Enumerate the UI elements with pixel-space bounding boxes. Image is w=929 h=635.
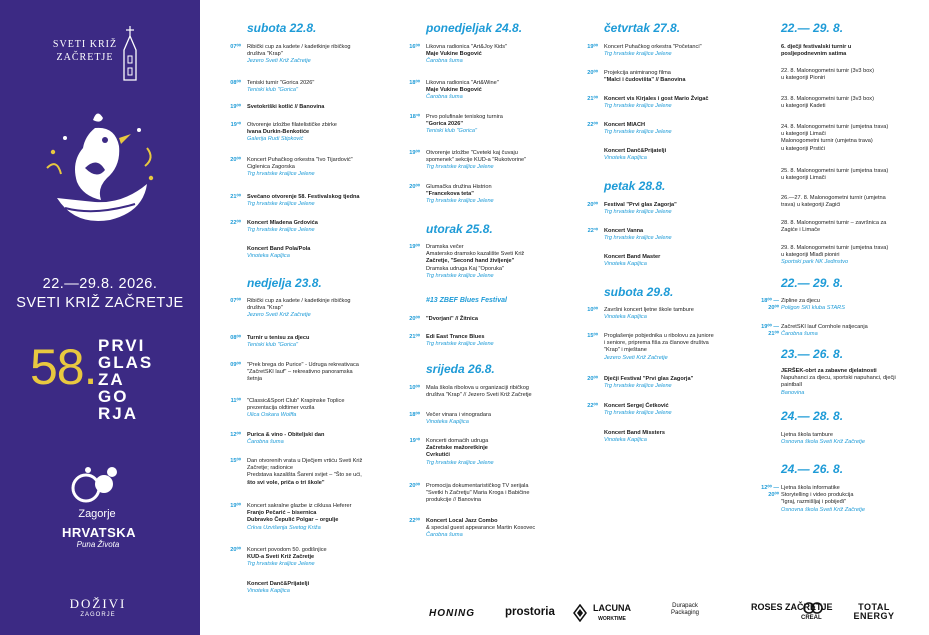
event-item (409, 44, 508, 66)
event-item (409, 334, 494, 348)
event-location: Trg hrvatske kraljice Jelene (247, 561, 315, 568)
event-line: 6. dječji festivalski turnir u (781, 44, 852, 50)
event-line: Dječji Festival "Prvi glas Zagorja" (604, 376, 694, 382)
event-item (247, 246, 310, 260)
event-line: društva "Krap" // Jezero Sveti Križ Začretje (426, 392, 532, 399)
event-line: Ciglenica Zagorska (247, 164, 295, 171)
event-line: Koncert Puhačkog orkestra "Ivo Tijardović" (247, 157, 353, 163)
period-heading: 23.— 26. 8. (781, 347, 844, 361)
event-time: 18⁰⁰ — 20⁰⁰ (761, 298, 779, 312)
event-location: Trg hrvatske kraljice Jelene (604, 129, 672, 136)
event-location: Trg hrvatske kraljice Jelene (247, 201, 315, 208)
event-time: 19⁰⁰ (409, 150, 420, 156)
sponsor-sub: WORKTIME (598, 616, 626, 622)
festival-name-line: ZA (98, 370, 125, 389)
event-location: Vinoteka Kapljica (604, 437, 647, 444)
event-item (781, 124, 888, 153)
event-line: Koncert Mladena Grdovića (247, 220, 318, 226)
event-location: Čarobna šuma (426, 58, 463, 65)
event-line: u kategoriji Prstići (781, 145, 825, 152)
event-location: Trg hrvatske kraljice Jelene (426, 198, 494, 205)
event-line: "Svetki h Začretju" Maria Kroga i Babičine (426, 490, 530, 497)
event-line: "Prek brega do Purice" - Udruga rekreativaca (247, 362, 359, 368)
event-time: 19⁰⁰ — 21⁰⁰ (761, 324, 779, 338)
event-line: Projekcija animiranog filma (604, 70, 671, 76)
event-line: Koncerti domaćih udruga (426, 438, 489, 444)
event-line: Koncert Danč&Prijatelji (604, 148, 667, 154)
event-line: produkcije // Banovina (426, 497, 482, 504)
event-location: Galerija Rudi Stipković (247, 136, 304, 143)
event-item (409, 150, 527, 172)
event-line: Glumačka družina Histrion (426, 184, 492, 190)
event-line: & special guest appearance Martin Kosovec (426, 525, 536, 532)
sponsor-logos (423, 600, 923, 630)
event-time: 07⁰⁰ (230, 44, 241, 50)
brand-line2: ZAČRETJE (56, 52, 114, 63)
event-time: 19⁰⁰ (230, 503, 241, 509)
event-line: društva "Krap" (247, 51, 283, 58)
event-item (781, 44, 851, 58)
church-icon (118, 26, 142, 82)
event-item (587, 202, 677, 216)
event-line: Koncert Puhačkog orkestra "Početanci" (604, 44, 702, 50)
event-item (409, 316, 478, 323)
event-line: Maje Vukine Bogović (426, 51, 482, 58)
lacuna-icon (573, 604, 587, 622)
hrvatska-sub: Puna Života (76, 540, 120, 549)
day-heading: srijeda 26.8. (426, 362, 495, 376)
event-line: Dubravko Čepulić Polgar – orgulje (247, 517, 339, 524)
event-time: 18³⁰ (409, 114, 420, 120)
event-item (781, 245, 888, 267)
event-line: Svetokriški kotlić // Banovina (247, 104, 325, 110)
event-location: Trg hrvatske kraljice Jelene (426, 459, 494, 466)
event-location: Vinoteka Kapljica (247, 253, 290, 260)
event-line: 23. 8. Malonogometni turnir (3v3 box) (781, 96, 874, 102)
festival-place: SVETI KRIŽ ZAČRETJE (16, 295, 184, 311)
event-item (230, 80, 315, 94)
event-line: Proglašenje pobjednika u ribolovu za juniore (604, 333, 714, 339)
event-line: "ZačretSKI lauf" – rekreativno panoramska (247, 369, 353, 376)
event-line: Otvorenje izložbe filatelističke zbirke (247, 122, 337, 128)
event-item (587, 44, 702, 58)
event-line: Likovna radionica "Art&Wine" (426, 80, 499, 86)
event-line: 28. 8. Malonogometni turnir – završnica za (781, 220, 887, 226)
event-line: u kategoriji Limači (781, 175, 826, 182)
event-item (781, 96, 874, 110)
event-item (587, 70, 686, 84)
event-location: Vinoteka Kapljica (604, 261, 647, 268)
event-item (604, 254, 660, 268)
festival-name (98, 337, 158, 422)
event-line: Zagiće i Limače (781, 227, 821, 234)
event-item (781, 195, 886, 209)
sponsor-logo-lacuna (593, 604, 631, 624)
event-time: 09⁰⁰ (230, 362, 241, 368)
period-heading: 24.— 26. 8. (781, 462, 844, 476)
zagorje-label: Zagorje (78, 508, 116, 520)
event-line: Napuhanci za djecu, sportski napuhanci, dječji (781, 375, 896, 382)
event-item (230, 104, 325, 111)
event-item (604, 430, 665, 444)
event-line: "Classic&Sport Club" Krapinske Toplice (247, 398, 345, 404)
event-time: 20⁰⁰ (587, 376, 598, 382)
event-line: Predstava kazališta Šareni svijet – "Što se ući, (247, 472, 362, 479)
event-location: Trg hrvatske kraljice Jelene (604, 410, 672, 417)
event-line: Cvrkutići (426, 452, 450, 459)
event-line: u kategoriji Kadeti (781, 103, 826, 110)
event-item (761, 324, 868, 338)
event-location: Jezero Sveti Križ Začretje (247, 312, 311, 319)
event-line: "Krap" i mještane (604, 347, 647, 354)
event-item (230, 44, 351, 66)
event-item (409, 438, 494, 467)
event-location: Trg hrvatske kraljice Jelene (604, 209, 672, 216)
sponsor-logo-total: TOTAL ENERGY (853, 602, 895, 621)
festival-dates: 22.—29.8. 2026. (42, 276, 158, 292)
event-line: 24. 8. Malonogometni turnir (umjetna trava) (781, 124, 889, 130)
event-item (230, 194, 360, 208)
bird-illustration-icon (35, 108, 165, 233)
event-line: Edi East Trance Blues (426, 334, 485, 340)
sponsor-logo-honing: HONING (429, 608, 475, 619)
event-line: Svečano otvorenje 58. Festivalskog tjedna (247, 194, 360, 200)
event-time: 20⁰⁰ (587, 202, 598, 208)
event-line: Koncert vis Kirjales i gost Mario Žvigač (604, 96, 709, 102)
sidebar (0, 0, 200, 635)
sponsor-logo-prostoria: prostoria (505, 606, 555, 618)
event-time: 22⁰⁰ (587, 403, 598, 409)
event-line: JERŠEK-obrt za zabavne djelatnosti (781, 368, 877, 374)
event-location: Čarobna šuma (781, 331, 818, 338)
event-location: Sportski park NK Jedinstvo (781, 259, 849, 266)
event-item (587, 333, 714, 362)
zagorje-logo-icon (68, 462, 126, 506)
sponsor-name: ROSES ZAČRETJE (751, 602, 833, 612)
event-time: 20⁰⁰ (409, 184, 420, 190)
event-line: u kategoriji Limači (781, 131, 826, 138)
event-line: šetnja (247, 376, 262, 383)
dozivi-sub: ZAGORJE (80, 612, 116, 618)
event-line: prezentacija oldtimer vozila (247, 405, 315, 412)
event-line: "Igraj, razmišljaj i pobijeđi" (781, 499, 846, 506)
event-time: 11⁰⁰ (230, 398, 241, 404)
event-item (409, 80, 499, 102)
event-line: Promocija dokumentarističkog TV serijala (426, 483, 529, 489)
event-location: Vinoteka Kapljica (247, 588, 290, 595)
event-time: 12⁰⁰ — 20⁰⁰ (761, 485, 779, 499)
event-location: Poligon SKI kluba STARS (781, 305, 845, 312)
event-location: Jezero Sveti Križ Začretje (247, 58, 311, 65)
event-time: 20⁰⁰ (409, 483, 420, 489)
event-item (587, 403, 672, 417)
event-item (230, 362, 359, 384)
event-line: KUD-a Sveti Križ Začretje (247, 554, 315, 561)
event-time: 10⁰⁰ (409, 385, 420, 391)
event-location: Čarobna šuma (426, 94, 463, 101)
event-time: 08⁰⁰ (230, 335, 241, 341)
dozivi-label: DOŽIVI (69, 596, 127, 611)
event-time: 21⁰⁰ (587, 96, 598, 102)
event-line: Završni koncert ljetne škole tambure (604, 307, 694, 313)
event-location: Trg hrvatske kraljice Jelene (426, 341, 494, 348)
event-line: u kategoriji Mlađi pioniri (781, 252, 840, 259)
event-time: 21⁰⁰ (230, 194, 241, 200)
event-line: što svi vole, priča o tri škole" (247, 479, 325, 486)
event-location: Trg hrvatske kraljice Jelene (604, 383, 672, 390)
event-time: 19⁰⁰ (587, 44, 598, 50)
period-heading: 22.— 29. 8. (781, 21, 844, 35)
event-time: 22⁰⁰ (409, 518, 420, 524)
event-location: Čarobna šuma (247, 439, 284, 446)
creal-icon (803, 602, 823, 614)
event-item (587, 122, 672, 136)
event-line: Teniski turnir "Gorica 2026" (247, 80, 315, 86)
event-item (409, 518, 536, 540)
event-location: Čarobna šuma (426, 532, 463, 539)
event-item (409, 412, 491, 426)
event-line: Ljetna škola informatike (781, 485, 840, 491)
event-line: Otvorenje izložbe "Cveteki kaj čuvaju (426, 150, 518, 156)
event-line: Koncert sakralne glazbe iz ciklusa Heferer (247, 503, 352, 509)
event-item (587, 228, 672, 242)
event-location: Trg hrvatske kraljice Jelene (604, 51, 672, 58)
hrvatska-label: HRVATSKA (62, 525, 137, 540)
event-line: 25. 8. Malonogometni turnir (umjetna trava) (781, 168, 889, 174)
event-line: Amatersko dramsko kazalište Sveti Križ (426, 251, 525, 258)
event-item (761, 298, 845, 312)
event-item (230, 220, 318, 234)
event-line: Zipline za djecu (781, 298, 820, 304)
event-item (230, 298, 351, 320)
event-line: Malonogometni turnir (umjetna trava) (781, 138, 873, 145)
event-line: Storytelling i video produkcija (781, 492, 854, 499)
festival-name-line: RJA (98, 404, 139, 423)
event-line: Purica & vino - Obiteljski dan (247, 432, 325, 438)
event-item (781, 432, 865, 446)
event-line: Franjo Pečarić – bisernica (247, 510, 317, 517)
event-line: Ivana Durkin-Benkotiće (247, 129, 310, 136)
event-item (587, 376, 694, 390)
event-line: Ljetna škola tambure (781, 432, 833, 438)
event-line: Likovna radionica "Art&Joy Kids" (426, 44, 508, 50)
event-location: Trg hrvatske kraljice Jelene (604, 235, 672, 242)
event-time: 19³⁰ (230, 122, 241, 128)
event-item (604, 148, 666, 162)
event-line: Turnir u tenisu za djecu (247, 335, 310, 341)
event-item (230, 157, 353, 179)
event-line: društva "Krap" (247, 305, 283, 312)
event-line: Koncert MIACH (604, 122, 646, 128)
event-item (230, 547, 327, 569)
festival-name-line: GO (98, 387, 129, 406)
event-line: Večer vinara i vinogradara (426, 412, 491, 418)
event-line: Dramska večer (426, 244, 464, 250)
event-time: 21⁰⁰ (409, 334, 420, 340)
event-location: Osnovna škola Sveti Križ Začretje (781, 439, 865, 446)
event-location: Osnovna škola Sveti Križ Začretje (781, 506, 865, 513)
event-location: Vinoteka Kapljica (604, 155, 647, 162)
day-heading: ponedjeljak 24.8. (426, 21, 523, 35)
event-time: 22³⁰ (587, 228, 598, 234)
event-location: Trg hrvatske kraljice Jelene (247, 171, 315, 178)
event-item (781, 220, 886, 234)
event-location: Teniski klub "Gorica" (426, 128, 478, 135)
event-line: #13 ZBEF Blues Festival (426, 297, 507, 304)
period-heading: 22.— 29. 8. (781, 276, 844, 290)
event-location: Vinoteka Kapljica (426, 419, 469, 426)
event-line: Začretje; radionice (247, 465, 294, 472)
event-line: 22. 8. Malonogometni turnir (3v3 box) (781, 68, 874, 74)
event-location: Trg hrvatske kraljice Jelene (604, 103, 672, 110)
event-line: Dan otvorenih vrata u Dječjem vrtiću Sveti Križ (247, 458, 363, 464)
event-line: Mala škola ribolova u organizaciji ribičkog (426, 385, 529, 391)
event-location: Trg hrvatske kraljice Jelene (426, 272, 494, 279)
event-line: Maje Vukine Bogović (426, 87, 482, 94)
event-time: 15⁰⁰ (587, 333, 598, 339)
event-location: Teniski klub "Gorica" (247, 342, 299, 349)
event-line: trava) u kategoriji Zagići (781, 202, 841, 209)
event-location: Crkva Uzvišenja Svetog Križa (247, 524, 321, 531)
event-line: Začretske mažoretkinje (426, 445, 488, 452)
event-item (247, 581, 309, 595)
event-line: "Dvorjani" // Žitnica (426, 316, 478, 322)
event-line: Koncert Band Pola/Pola (247, 246, 311, 252)
event-item (230, 503, 352, 532)
event-line: "Gorica 2026" (426, 121, 464, 128)
event-line: Koncert Sergej Ćetković (604, 403, 669, 409)
sponsor-name: LACUNA (593, 603, 631, 613)
event-time: 19⁰⁰ (409, 244, 420, 250)
event-item (587, 96, 709, 110)
event-time: 16⁰⁰ (409, 44, 420, 50)
festival-name-line: PRVI (98, 336, 146, 355)
event-line: Koncert Local Jazz Combo (426, 518, 498, 524)
event-item (409, 244, 525, 280)
day-heading: subota 29.8. (604, 285, 674, 299)
period-heading: 24.— 28. 8. (781, 409, 844, 423)
event-line: 26.—27. 8. Malonogometni turnir (umjetna (781, 195, 886, 201)
event-location: Vinoteka Kapljica (604, 314, 647, 321)
event-time: 07⁰⁰ (230, 298, 241, 304)
festival-name-line: GLAS (98, 353, 154, 372)
event-line: Ribički cup za kadete / kadetkinje ribičkog (247, 298, 351, 304)
event-item (761, 485, 865, 514)
event-line: i seniore, priprema fiša za članove društva (604, 340, 709, 347)
event-line: Ribički cup za kadete / kadetkinje ribičkog (247, 44, 351, 50)
sponsor-logo-creal: CREAL (801, 615, 822, 621)
event-item (587, 307, 694, 321)
event-item (230, 335, 310, 349)
dozivi-logo (0, 596, 196, 618)
sponsor-logo-durapack: Durapack Packaging (670, 603, 700, 616)
event-line: Prvo polufinale teniskog turnira (426, 114, 503, 120)
event-line: 29. 8. Malonogometni turnir (umjetna trava) (781, 245, 889, 251)
event-time: 20⁰⁰ (409, 316, 420, 322)
event-line: Koncert povodom 50. godišnjice (247, 547, 327, 553)
event-time: 15⁰⁰ (230, 458, 241, 464)
event-location: Trg hrvatske kraljice Jelene (426, 164, 494, 171)
event-location: Ulica Oskara Wolffa (247, 412, 297, 419)
event-location: Jezero Sveti Križ Začretje (604, 354, 668, 361)
event-time: 20⁰⁰ (230, 157, 241, 163)
event-line: Dramska udruga Kaj "Oporuka" (426, 265, 504, 272)
event-time: 18⁰⁰ (409, 80, 420, 86)
event-location: Banovina (781, 389, 805, 396)
event-line: ZačretSKI lauf Cornhole natjecanja (781, 324, 868, 330)
event-time: 08⁰⁰ (230, 80, 241, 86)
event-line: Koncert Band Master (604, 254, 661, 260)
day-heading: petak 28.8. (604, 179, 666, 193)
festival-edition: 58. (30, 339, 97, 395)
event-line: Koncert Band Missters (604, 430, 665, 436)
event-item (426, 297, 507, 304)
event-line: posljepodnevnim satima (781, 51, 847, 58)
event-time: 19⁰⁰ (230, 104, 241, 110)
hrvatska-logo (62, 525, 137, 549)
event-line: "Francekova teta" (426, 191, 474, 198)
event-item (230, 122, 337, 144)
day-heading: nedjelja 23.8. (247, 276, 322, 290)
event-item (781, 368, 896, 397)
event-time: 22⁰⁰ (587, 122, 598, 128)
brand-line1: SVETI KRIŽ (52, 39, 118, 50)
event-line: u kategoriji Pioniri (781, 75, 826, 82)
event-line: Koncert Vanna (604, 228, 644, 234)
event-time: 18⁰⁰ (409, 412, 420, 418)
event-item (230, 398, 345, 420)
event-item (409, 184, 494, 206)
day-heading: utorak 25.8. (426, 222, 493, 236)
event-line: Koncert Danč&Prijatelji (247, 581, 310, 587)
event-line: "Malci i čudovišta" // Banovina (604, 77, 686, 84)
event-item (781, 168, 888, 182)
event-time: 22⁰⁰ (230, 220, 241, 226)
event-item (409, 483, 530, 505)
event-time: 20⁰⁰ (230, 547, 241, 553)
event-item (781, 68, 874, 82)
event-item (409, 114, 503, 136)
event-location: Teniski klub "Gorica" (247, 87, 299, 94)
event-line: Začretje, "Second hand življenje" (426, 258, 515, 265)
day-heading: subota 22.8. (247, 21, 317, 35)
event-time: 19³⁰ (409, 438, 420, 444)
event-item (409, 385, 532, 399)
event-line: Festival "Prvi glas Zagorja" (604, 202, 677, 208)
event-item (230, 458, 363, 487)
event-item (230, 432, 325, 446)
event-line: spomenek" sekcije KUD-a "Rukotvorine" (426, 157, 527, 164)
event-time: 10⁰⁰ (587, 307, 598, 313)
event-line: paintball (781, 382, 802, 389)
event-location: Trg hrvatske kraljice Jelene (247, 227, 315, 234)
event-time: 20⁰⁰ (587, 70, 598, 76)
day-heading: četvrtak 27.8. (604, 21, 681, 35)
event-time: 12⁰⁰ (230, 432, 241, 438)
